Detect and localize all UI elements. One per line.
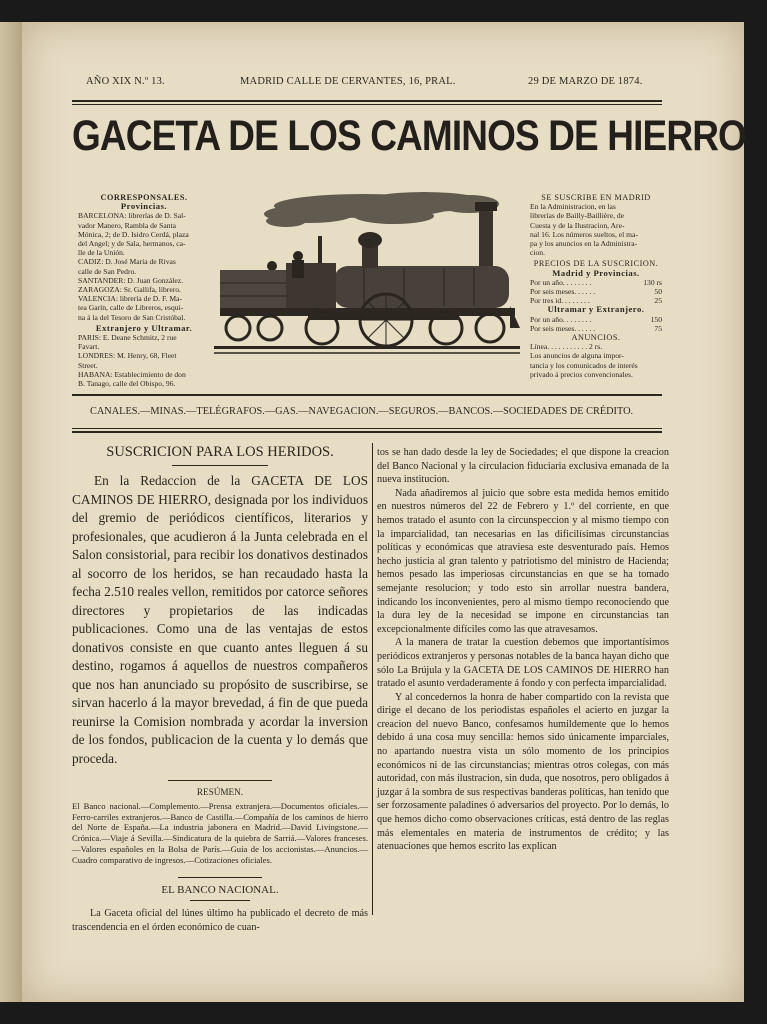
anuncios-line: tancia y los comunicados de interés [530,360,638,370]
provincias-line: del Angel; y de Sala, hermanos, ca- [78,239,186,249]
price-value: 25 [654,296,662,306]
extranjero-heading: Extranjero y Ultramar. [95,322,193,333]
price-label: Por seis meses. . . . . . [530,323,596,333]
suscripcion-line: nal 16. Los números sueltos, el ma- [530,229,638,239]
anuncios-heading: ANUNCIOS. [571,333,621,343]
article1-paragraph: En la Redaccion de la GACETA DE LOS CAMINOS DE HIERRO, designada por los individuos del gremio de periódicos científicos, literarios y profesionales, que acudieron á la Junta celebrada en el Salon consistorial, para recibir los donativos destinados al socorro de los heridos, se han recaudado hasta la fecha 2.510 reales vellon, remitidos por catorce señores directores y propietarios de las indicadas publicaciones. Como una de las ventajas de estos donativos consiste en que cuanto antes lleguen á su destino, rogamos á aquellos de nuestros compañeros que nos han anunciado su propósito de suscribirse, se sirvan hacerlo á la mayor brevedad, á fin de que pueda reunirse la Comision nombrada y acordar la inversion de los fondos, publicacion de la cuenta y lo demás que proceda. [72,473,368,766]
locomotive-engraving [214,188,524,360]
price-row [530,315,662,324]
left-column [72,444,368,934]
right-column-paragraph: tos se han dado desde la ley de Sociedades; el que dispone la creacion del Banco Nacional y la circulacion fiduciaria exclusiva emanada de la nueva institucion. [377,447,669,486]
provincias-line: SANTANDER: D. Juan González. [78,275,184,285]
right-column-paragraph: Nada añadiremos al juicio que sobre esta medida hemos emitido en nuestros números del 22 de Febrero y 1.º del corriente, en que hemos tratado el asunto con la circunspeccion y al mismo tiempo con la imparcialidad, tan necesarias en las dificilísimas circunstancias políticas y económicas que atraviesa este desventurado país. Hemos hecho justicia al gran talento y patriotismo del ministro de Hacienda; hemos pesado las imperiosas circunstancias en que se ha tomado semejante resolucion; y todo esto sin arrollar nuestra bandera, indicando los inconvenientes, pero al mismo tiempo reconociendo que la dura ley de la necesidad se impone en circunstancias tan excepcionalmente difíciles como las que atravesamos. [377,487,669,635]
extranjero-line: Street. [78,360,98,370]
top-rule-thin [72,104,662,105]
price-label: Por un año. . . . . . . . [530,277,592,287]
extranjero-line: Favart. [78,342,100,352]
suscripcion-line: Cuesta y de la Ilustracion, Are- [530,220,625,230]
price-value: 150 [650,314,662,324]
provincias-line: VALENCIA: librería de D. F. Ma- [78,294,183,304]
subjects-bottom-rule [72,428,662,429]
publisher-address: MADRID CALLE DE CERVANTES, 16, PRAL. [240,76,456,87]
smoke-icon [264,192,499,227]
suscripcion-heading: SE SUSCRIBE EN MADRID [541,193,651,202]
right-column [377,446,669,854]
suscripcion-line: cion. [530,248,545,258]
corresponsales-block [78,193,210,388]
issue-number: AÑO XIX N.º 13. [86,76,165,87]
anuncios-line: Línea. . . . . . . . . . . 2 rs. [530,342,603,352]
provincias-heading: Provincias. [120,201,168,212]
price-label: Por tres id. . . . . . . . [530,296,590,306]
provincias-line: BARCELONA: librerías de D. Sal- [78,211,186,221]
provincias-line: CADIZ: D. José María de Rivas [78,257,176,267]
ultramar-heading: Ultramar y Extranjero. [547,304,645,315]
suscripcion-line: En la Administracion, en las [530,202,616,212]
article1-heading: SUSCRICION PARA LOS HERIDOS. [106,444,334,460]
subjects-bottom-rule-thick [72,431,662,433]
resumen-heading: RESÚMEN. [196,787,244,797]
article2-paragraph: La Gaceta oficial del lúnes último ha publicado el decreto de más trascendencia en el órden económico de cuan- [72,908,368,933]
right-column-paragraph: Y al concedernos la honra de haber compartido con la revista que dirige el decano de los periodistas españoles el acierto en juzgar la creacion del nuevo Banco, confesamos humildemente que lo hemos debido á una cosa muy sencilla: hemos sido únicamente imparciales, no apartando nuestra vista un sólo momento de los principios económicos ni de las circunstancias; mientras otros colegas, con más autoridad, con más ilustracion, sin duda, que nosotros, pero obligados á juzgar á la sombra de sus respectivas banderas políticas, han tenido que ser forzosamente paladines ó adversarios del proyecto. Por lo demás, lo que hemos dicho como observaciones críticas, está dentro de las reglas más elementales en materia de instrumentos de crédito; y las atenuaciones que hemos escrito las explican [377,691,669,853]
provincias-line: na á la del Tesoro de San Cristóbal. [78,312,186,322]
extranjero-line: B. Tanago, calle del Obispo, 96. [78,379,176,389]
top-rule [72,100,662,102]
provincias-line: lle de la Unión. [78,248,125,258]
article2-heading: EL BANCO NACIONAL. [161,884,279,897]
price-row [530,287,662,296]
price-row [530,278,662,287]
price-label: Por seis meses. . . . . . [530,287,596,297]
price-value: 130 rs [643,277,662,287]
provincias-line: Mónica, 2; de D. Isidro Cerdá, plaza [78,229,189,239]
provincias-lines [78,211,210,321]
suscripcion-line: librerías de Bailly-Baillière, de [530,211,625,221]
article2-heading-rule [190,900,250,901]
price-label: Por un año. . . . . . . . [530,314,592,324]
article2-ornament [178,877,262,878]
newspaper-title: GACETA DE LOS CAMINOS DE HIERRO [72,112,746,160]
price-value: 75 [654,323,662,333]
provincias-line: ZARAGOZA: Sr. Gallifa, librero. [78,285,181,295]
resumen-text: El Banco nacional.—Complemento.—Prensa extranjera.—Documentos oficiales.—Ferro-carriles extranjeros.—Banco de Castilla.—Compañía de los caminos de hierro del Norte de España.—La industria jabonera en Madrid.—David Livingstone.—Crónica.—Viaje á Sevilla.—Sindicatura de la quiebra de Sarriá.—Valores franceses.—Valores españoles en la Bolsa de París.—Guía de los accionistas.—Anuncios.—Cuadro comparativo de ingresos.—Cotizaciones oficiales. [72,801,368,865]
article2-body [72,907,368,934]
book-spine [0,22,22,1002]
extranjero-line: LONDRES: M. Henry, 68, Fleet [78,351,177,361]
extranjero-lines [78,333,210,388]
price-row [530,324,662,333]
anuncios-line: privado á precios convencionales. [530,369,633,379]
article1-body [72,472,368,768]
article1-heading-rule [172,465,268,466]
suscripcion-line: pa y los anuncios en la Administra- [530,239,638,249]
madrid-heading: Madrid y Provincias. [552,267,640,278]
provincias-line: tea Garín, calle de Libreros, esqui- [78,303,184,313]
column-divider [372,443,373,915]
subjects-line: CANALES.—MINAS.—TELÉGRAFOS.—GAS.—NAVEGACION.—SEGUROS.—BANCOS.—SOCIEDADES DE CRÉDITO. [90,406,634,417]
precios-heading: PRECIOS DE LA SUSCRICION. [533,259,659,269]
subjects-top-rule [72,394,662,396]
issue-date: 29 DE MARZO DE 1874. [528,76,643,87]
extranjero-line: HABANA: Establecimiento de don [78,369,186,379]
resumen-ornament [168,780,272,781]
extranjero-line: PARIS: E. Deane Schmitz, 2 rue [78,333,177,343]
provincias-line: vador Manero, Rambla de Santa [78,220,177,230]
anuncios-line: Los anuncios de alguna impor- [530,351,624,361]
right-column-paragraph: A la manera de tratar la cuestion debemos que importantísimos periódicos extranjeros y personas notables de la banca hayan dicho que sólo La Brújula y la GACETA DE LOS CAMINOS DE HIERRO han tratado el asunto verdaderamente á fondo y con perfecta imparcialidad. [377,637,669,690]
corresponsales-heading: CORRESPONSALES. [100,193,188,202]
provincias-line: calle de San Pedro. [78,266,137,276]
suscripcion-block [530,193,662,379]
resumen-body [72,801,368,865]
price-value: 50 [654,287,662,297]
